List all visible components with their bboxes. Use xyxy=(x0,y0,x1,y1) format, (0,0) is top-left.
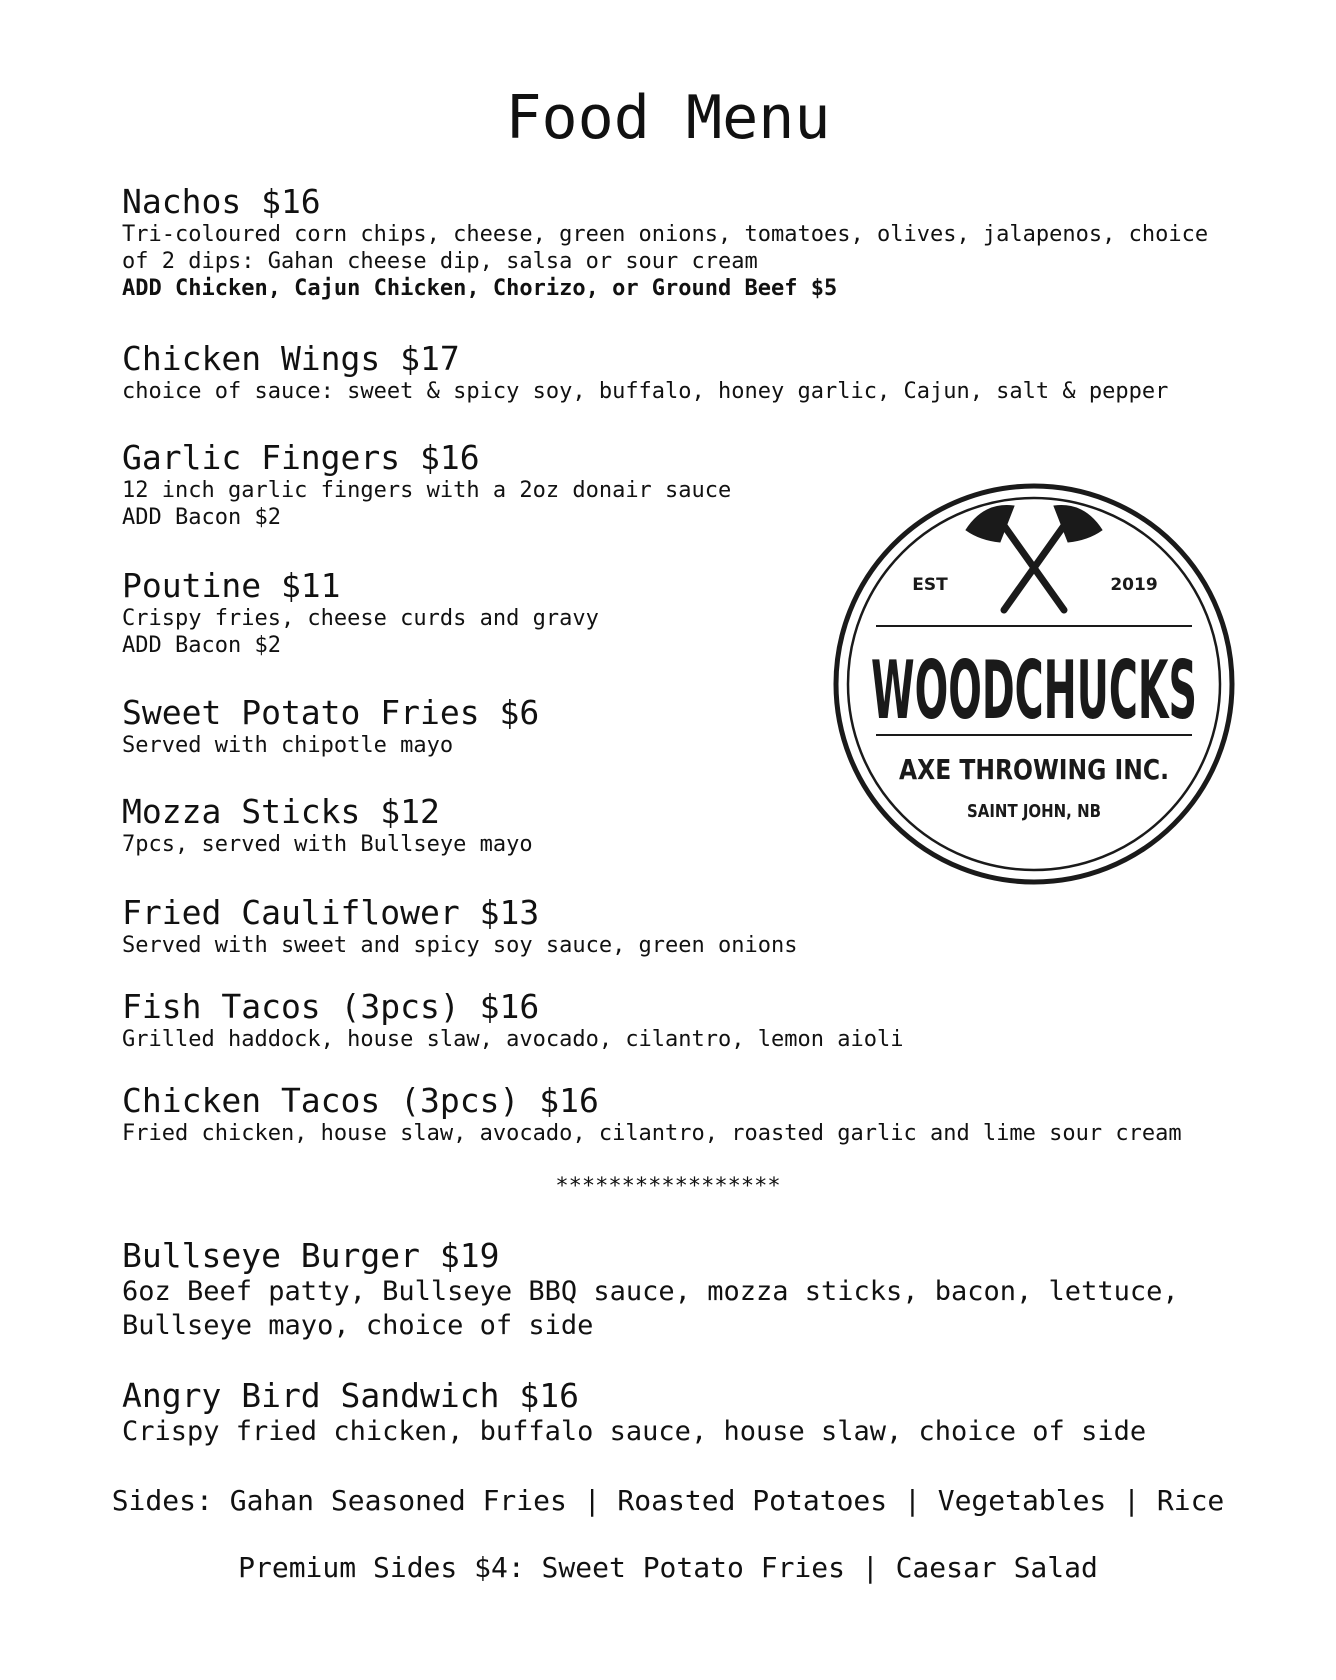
woodchucks-logo xyxy=(832,482,1236,886)
menu-item-chicken-wings xyxy=(122,340,1168,405)
item-addon: ADD Bacon $2 xyxy=(122,505,281,530)
sides-list: Sides: Gahan Seasoned Fries | Roasted Potatoes | Vegetables | Rice xyxy=(111,1484,1225,1517)
item-addon: ADD Chicken, Cajun Chicken, Chorizo, or Ground Beef $5 xyxy=(122,276,838,301)
menu-item-fried-cauliflower xyxy=(122,894,798,959)
item-description: 12 inch garlic fingers with a 2oz donair sauce xyxy=(122,478,732,503)
menu-item-poutine xyxy=(122,567,599,659)
item-description: Crispy fried chicken, buffalo sauce, house slaw, choice of side xyxy=(122,1416,1147,1447)
menu-item-mozza-sticks xyxy=(122,793,533,858)
section-separator: ***************** xyxy=(555,1174,781,1199)
item-name: Poutine $11 xyxy=(122,566,341,605)
logo-subtitle: AXE THROWING INC. xyxy=(899,753,1169,786)
item-name: Bullseye Burger $19 xyxy=(122,1236,500,1275)
menu-item-nachos xyxy=(122,183,1208,302)
item-name: Sweet Potato Fries $6 xyxy=(122,693,540,732)
menu-item-chicken-tacos xyxy=(122,1082,1182,1147)
item-name: Fish Tacos (3pcs) $16 xyxy=(122,987,540,1026)
item-name: Garlic Fingers $16 xyxy=(122,438,480,477)
logo-est-label: EST xyxy=(912,575,948,595)
item-name: Mozza Sticks $12 xyxy=(122,792,440,831)
item-description: Grilled haddock, house slaw, avocado, cilantro, lemon aioli xyxy=(122,1027,904,1052)
item-description: Tri-coloured corn chips, cheese, green onions, tomatoes, olives, jalapenos, choice xyxy=(122,222,1209,247)
item-description: choice of sauce: sweet & spicy soy, buffalo, honey garlic, Cajun, salt & pepper xyxy=(122,379,1169,404)
item-description: Bullseye mayo, choice of side xyxy=(122,1310,594,1341)
item-description: Fried chicken, house slaw, avocado, cilantro, roasted garlic and lime sour cream xyxy=(122,1121,1182,1146)
page-title: Food Menu xyxy=(505,83,831,153)
menu-item-angry-bird-sandwich xyxy=(122,1377,1146,1449)
item-name: Angry Bird Sandwich $16 xyxy=(122,1376,579,1415)
logo-brand-name: WOODCHUCKS xyxy=(871,644,1197,737)
menu-item-fish-tacos xyxy=(122,988,903,1053)
logo-year: 2019 xyxy=(1110,575,1158,595)
item-description: 7pcs, served with Bullseye mayo xyxy=(122,832,533,857)
item-description: of 2 dips: Gahan cheese dip, salsa or sour cream xyxy=(122,249,758,274)
item-description: Served with sweet and spicy soy sauce, green onions xyxy=(122,933,798,958)
logo-location: SAINT JOHN, NB xyxy=(967,801,1101,822)
item-name: Chicken Tacos (3pcs) $16 xyxy=(122,1081,599,1120)
item-description: Served with chipotle mayo xyxy=(122,733,454,758)
item-name: Chicken Wings $17 xyxy=(122,339,460,378)
menu-item-bullseye-burger xyxy=(122,1237,1179,1343)
item-name: Nachos $16 xyxy=(122,182,321,221)
item-description: 6oz Beef patty, Bullseye BBQ sauce, mozza sticks, bacon, lettuce, xyxy=(122,1276,1179,1307)
crossed-axes-icon xyxy=(966,506,1102,611)
premium-sides-list: Premium Sides $4: Sweet Potato Fries | Caesar Salad xyxy=(238,1551,1098,1584)
menu-item-garlic-fingers xyxy=(122,439,731,531)
item-name: Fried Cauliflower $13 xyxy=(122,893,540,932)
menu-item-sweet-potato-fries xyxy=(122,694,539,759)
item-addon: ADD Bacon $2 xyxy=(122,633,281,658)
item-description: Crispy fries, cheese curds and gravy xyxy=(122,606,599,631)
